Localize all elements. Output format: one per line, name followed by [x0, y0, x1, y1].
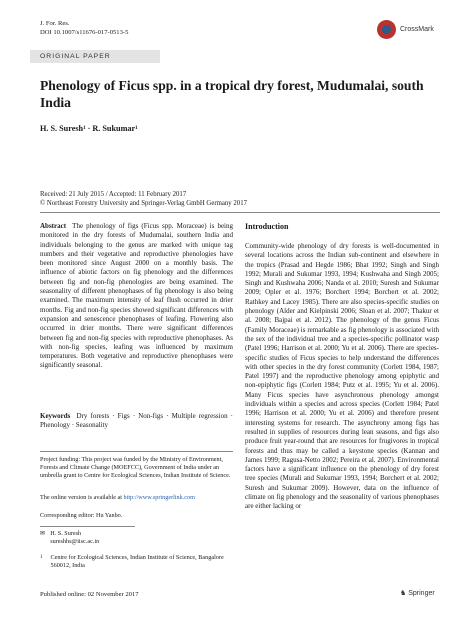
crossmark-badge[interactable] [377, 20, 434, 39]
section-label: ORIGINAL PAPER [30, 50, 160, 63]
abstract [40, 222, 233, 371]
correspondence [40, 530, 233, 546]
copyright: © Northeast Forestry University and Springer-Verlag GmbH Germany 2017 [40, 200, 248, 207]
published-online: Published online: 02 November 2017 [40, 591, 139, 598]
article-dates [40, 190, 247, 208]
correspondent-email[interactable]: sureshhs@iisc.ac.in [50, 538, 100, 546]
keywords-label: Keywords [40, 412, 71, 420]
correspondent-name: H. S. Suresh [50, 530, 82, 537]
keywords-text: Dry forests · Figs · Non-figs · Multiple regression · Phenology · Seasonality [40, 412, 234, 430]
crossmark-label: CrossMark [400, 26, 434, 33]
springer-logo [400, 589, 435, 597]
envelope-icon: ✉ [40, 530, 46, 537]
keywords [40, 412, 233, 431]
doi: DOI 10.1007/s11676-017-0513-5 [40, 29, 129, 36]
footnote-divider [40, 451, 233, 452]
funding-note: Project funding: This project was funded by the Ministry of Environment, Forests and Climate Change (MOEFCC), Government of India under an umbrella grant to Centre for Ecological Sciences, Indian Institute of Science. [40, 456, 231, 480]
affiliation-text: Centre for Ecological Sciences, Indian Institute of Science, Bangalore 560012, India [50, 554, 224, 570]
corresponding-editor: Corresponding editor: Hu Yanbo. [40, 512, 123, 519]
journal-header [40, 19, 128, 37]
affiliation-marker: 1 [40, 555, 43, 560]
online-version [40, 494, 233, 502]
springerlink-link[interactable]: http://www.springerlink.com [123, 494, 195, 501]
springer-horse-icon: ♞ [400, 590, 407, 597]
crossmark-icon [377, 20, 396, 39]
authors: H. S. Suresh¹ · R. Sukumar¹ [40, 124, 138, 133]
divider [40, 212, 440, 213]
abstract-text: The phenology of figs (Ficus spp. Moraceae) is being monitored in the dry forests of Mudumalai, southern India and individuals belonging to the genus are marked with unique tag numbers and their vegetative and reproductive phenologies have been monitored since August 2000 on a monthly basis. The influence of abiotic factors on fig phenology and the differences between fig and non-fig phenologies are being examined. The seasonality of different phenophases of fig phenology is also being examined. The maximum intensity of leaf flush occurred in drier months. Fig and non-fig species showed significant differences with expansion and senescence phenophases of leafing. Flowering also occurred in drier months. There were significant differences between fig and non-fig species with reproductive phenophases. As with non-fig species, leafing was influenced by maximum temperatures. Both vegetative and reproductive phenophases were significantly seasonal. [40, 222, 233, 370]
journal-name: J. For. Res. [40, 20, 70, 27]
online-prefix: The online version is available at [40, 494, 124, 501]
publisher-name: Springer [408, 590, 435, 597]
article-title: Phenology of Ficus spp. in a tropical dry forest, Mudumalai, south India [40, 78, 424, 110]
affiliation [40, 554, 233, 570]
introduction-heading: Introduction [245, 222, 289, 231]
correspondence-divider [40, 526, 135, 527]
introduction-text: Community-wide phenology of dry forests is well-documented in several locations across the Indian sub-continent and elsewhere in the tropics (Prasad and Hegde 1986; Bhat 1992; Singh and Singh 1992; Murali and Sukumar 1993, 1994; Kushwaha and Singh 2005; Singh and Kushwaha 2006; Nanda et al. 2010; Suresh and Sukumar 2009; Opler et al. 1976; Borchert 1994; Borchert et al. 2002; Rathkey and Lacey 1985). There are also species-specific studies on phenology (Alder and Kielpinski 2006; Sloan et al. 2007; Thakur et al. 2008; Bajpai et al. 2012). The phenology of the genus Ficus (Family Moraceae) is remarkable as fig phenology is associated with the sex of the individual tree and a species-specific pollinator wasp (Patel 1996; Harrison et al. 2000; Yu et al. 2006). There are species-specific studies of Ficus species to help understand the differences with other species in the dry forest community (Corlett 1984, 1987; Patel 1997) and the reproductive phenology among epiphytic and non-epiphytic figs (Corlett 1984; Putz et al. 1995; Yu et al. 2006). Many Ficus species have asynchronous phenology amongst individuals within a species and across species (Corlett 1984; Patel 1996; Harrison et al. 2000; Yu et al. 2006) and therefore present interesting systems for research. The asynchrony among figs has resulted in supplies of resources during lean seasons, and figs also produce fruit year-round that are resources for frugivores in tropical forests and thus may be called a keystone species (Kannan and James 1999; Ragusa-Netto 2002; Pereira et al. 2007). Environmental factors have a significant influence on the phenology of dry forest tree species (Murali and Sukumar 1993, 1994; Borchert et al. 2002; Suresh and Sukumar 2009). However, data on the influence of climate on fig phenology and the seasonality of various phenophases are either lacking or [245, 242, 439, 511]
received-accepted: Received: 21 July 2015 / Accepted: 11 February 2017 [40, 191, 187, 198]
abstract-label: Abstract [40, 222, 67, 230]
